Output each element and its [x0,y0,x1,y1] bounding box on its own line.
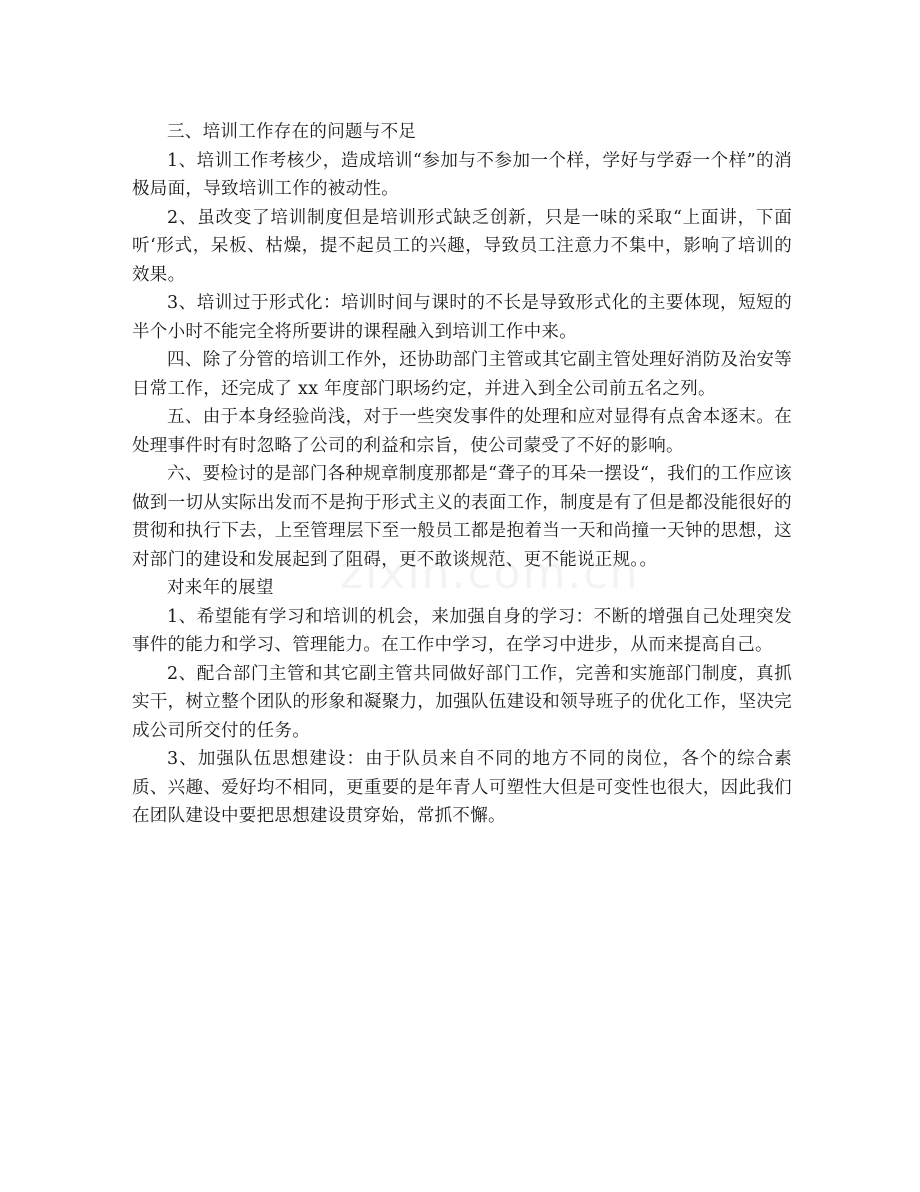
paragraph: 六、要检讨的是部门各种规章制度那都是“聋子的耳朵一摆设“，我们的工作应该做到一切从实际出发而不是拘于形式主义的表面工作，制度是有了但是都没能很好的贯彻和执行下去，上至管理层下至一般员工都是抱着当一天和尚撞一天钟的思想，这对部门的建设和发展起到了阻碍，更不敢谈规范、更不能说正规。。 [132,464,792,570]
paragraph: 3、加强队伍思想建设：由于队员来自不同的地方不同的岗位，各个的综合素质、兴趣、爱好均不相同，更重要的是年青人可塑性大但是可变性也很大，因此我们在团队建设中要把思想建设贯穿始，常抓不懈。 [132,749,792,826]
section-heading-outlook: 对来年的展望 [167,578,274,598]
paragraph: 五、由于本身经验尚浅，对于一些突发事件的处理和应对显得有点舍本逐末。在处理事件时有时忽略了公司的利益和宗旨，使公司蒙受了不好的影响。 [132,407,792,456]
paragraph: 四、除了分管的培训工作外，还协助部门主管或其它副主管处理好消防及治安等日常工作，还完成了 xx 年度部门职场约定，并进入到全公司前五名之列。 [132,350,792,399]
paragraph: 1、希望能有学习和培训的机会，来加强自身的学习：不断的增强自己处理突发事件的能力和学习、管理能力。在工作中学习，在学习中进步，从而来提高自己。 [132,606,792,655]
paragraph: 1、培训工作考核少，造成培训“参加与不参加一个样，学好与学孬一个样”的消极局面，导致培训工作的被动性。 [132,150,792,199]
section-heading-problems: 三、培训工作存在的问题与不足 [167,122,417,142]
paragraph: 2、虽改变了培训制度但是培训形式缺乏创新，只是一味的采取“上面讲，下面听‘形式，呆板、枯燥，提不起员工的兴趣，导致员工注意力不集中，影响了培训的效果。 [132,207,792,285]
paragraph: 2、配合部门主管和其它副主管共同做好部门工作，完善和实施部门制度，真抓实干，树立整个团队的形象和凝聚力，加强队伍建设和领导班子的优化工作，坚决完成公司所交付的任务。 [132,663,792,741]
document-body [132,118,792,831]
paragraph: 3、培训过于形式化：培训时间与课时的不长是导致形式化的主要体现，短短的半个小时不能完全将所要讲的课程融入到培训工作中来。 [132,293,792,342]
